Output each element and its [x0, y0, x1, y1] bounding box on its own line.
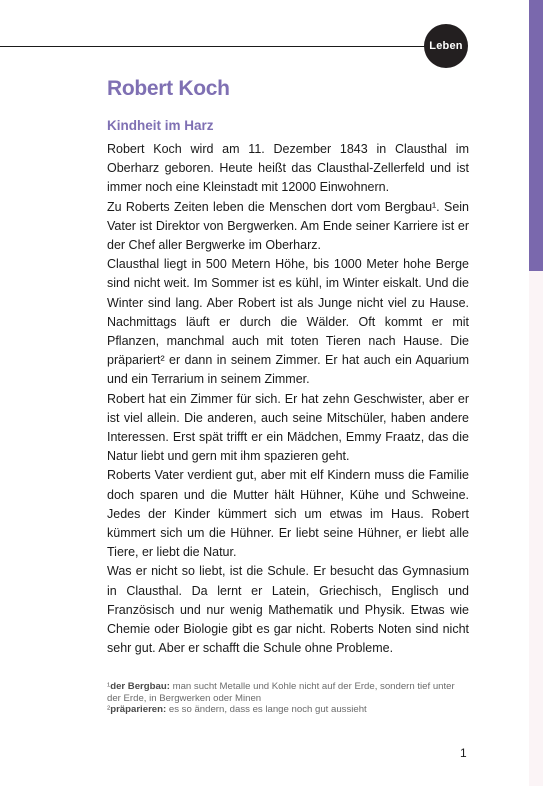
footnotes — [107, 681, 469, 716]
footnote-term: der Bergbau: — [110, 681, 170, 692]
footnote-text: es so ändern, dass es lange noch gut aussieht — [166, 704, 367, 715]
page-title: Robert Koch — [107, 77, 230, 100]
article-body — [107, 140, 469, 658]
paragraph: Zu Roberts Zeiten leben die Menschen dort vom Bergbau¹. Sein Vater ist Direktor von Bergwerken. Am Ende seiner Karriere ist er der Chef aller Bergwerke im Oberharz. — [107, 199, 469, 253]
section-badge: Leben — [424, 24, 468, 68]
paragraph: Roberts Vater verdient gut, aber mit elf Kindern muss die Familie doch sparen und die Mutter hält Hühner, Kühe und Schweine. Jedes der Kinder kümmert sich um etwas im Haus. Robert kümmert sich um die Hühner. Er liebt seine Hühner, er liebt alle Tiere, er liebt die Natur. — [107, 468, 469, 560]
paragraph: Clausthal liegt in 500 Metern Höhe, bis 1000 Meter hohe Berge sind nicht weit. Im Sommer ist es kühl, im Winter eiskalt. Und die Winter sind lang. Aber Robert ist als Junge nicht viel zu Hause. Nachmittags läuft er durch die Wälder. Oft kommt er mit Pflanzen, manchmal auch mit toten Tieren nach Hause. Die präpariert² er dann in seinem Zimmer. Er hat auch ein Aquarium und ein Terrarium in seinem Zimmer. — [107, 257, 469, 387]
paragraph: Robert Koch wird am 11. Dezember 1843 in Clausthal im Oberharz geboren. Heute heißt das Clausthal-Zellerfeld und ist immer noch eine Kleinstadt mit 12000 Einwohnern. — [107, 142, 469, 195]
footnote-marker: ² — [107, 704, 111, 715]
page-number: 1 — [460, 746, 467, 760]
article — [107, 74, 469, 658]
header-rule — [0, 46, 426, 47]
footnote — [107, 681, 469, 704]
side-color-strip — [529, 271, 543, 786]
footnote-term: präparieren: — [110, 704, 167, 715]
paragraph: Robert hat ein Zimmer für sich. Er hat zehn Geschwister, aber er ist viel allein. Die anderen, auch seine Mitschüler, haben andere Interessen. Erst spät trifft er ein Mädchen, Emmy Fraatz, das die Natur liebt und gern mit ihm spazieren geht. — [107, 391, 469, 464]
side-color-tab — [529, 0, 543, 271]
paragraph: Was er nicht so liebt, ist die Schule. Er besucht das Gymnasium in Clausthal. Da lernt er Latein, Griechisch, Englisch und Französisch und nur wenig Mathematik und Physik. Etwas wie Chemie oder Biologie gibt es gar nicht. Roberts Noten sind nicht sehr gut. Aber er schafft die Schule ohne Probleme. — [107, 564, 469, 656]
footnote — [107, 704, 469, 716]
footnote-marker: ¹ — [107, 681, 111, 692]
section-subheading: Kindheit im Harz — [107, 118, 214, 133]
footnote-text: man sucht Metalle und Kohle nicht auf der Erde, sondern tief unter der Erde, in Bergwerken oder Minen — [107, 681, 455, 704]
